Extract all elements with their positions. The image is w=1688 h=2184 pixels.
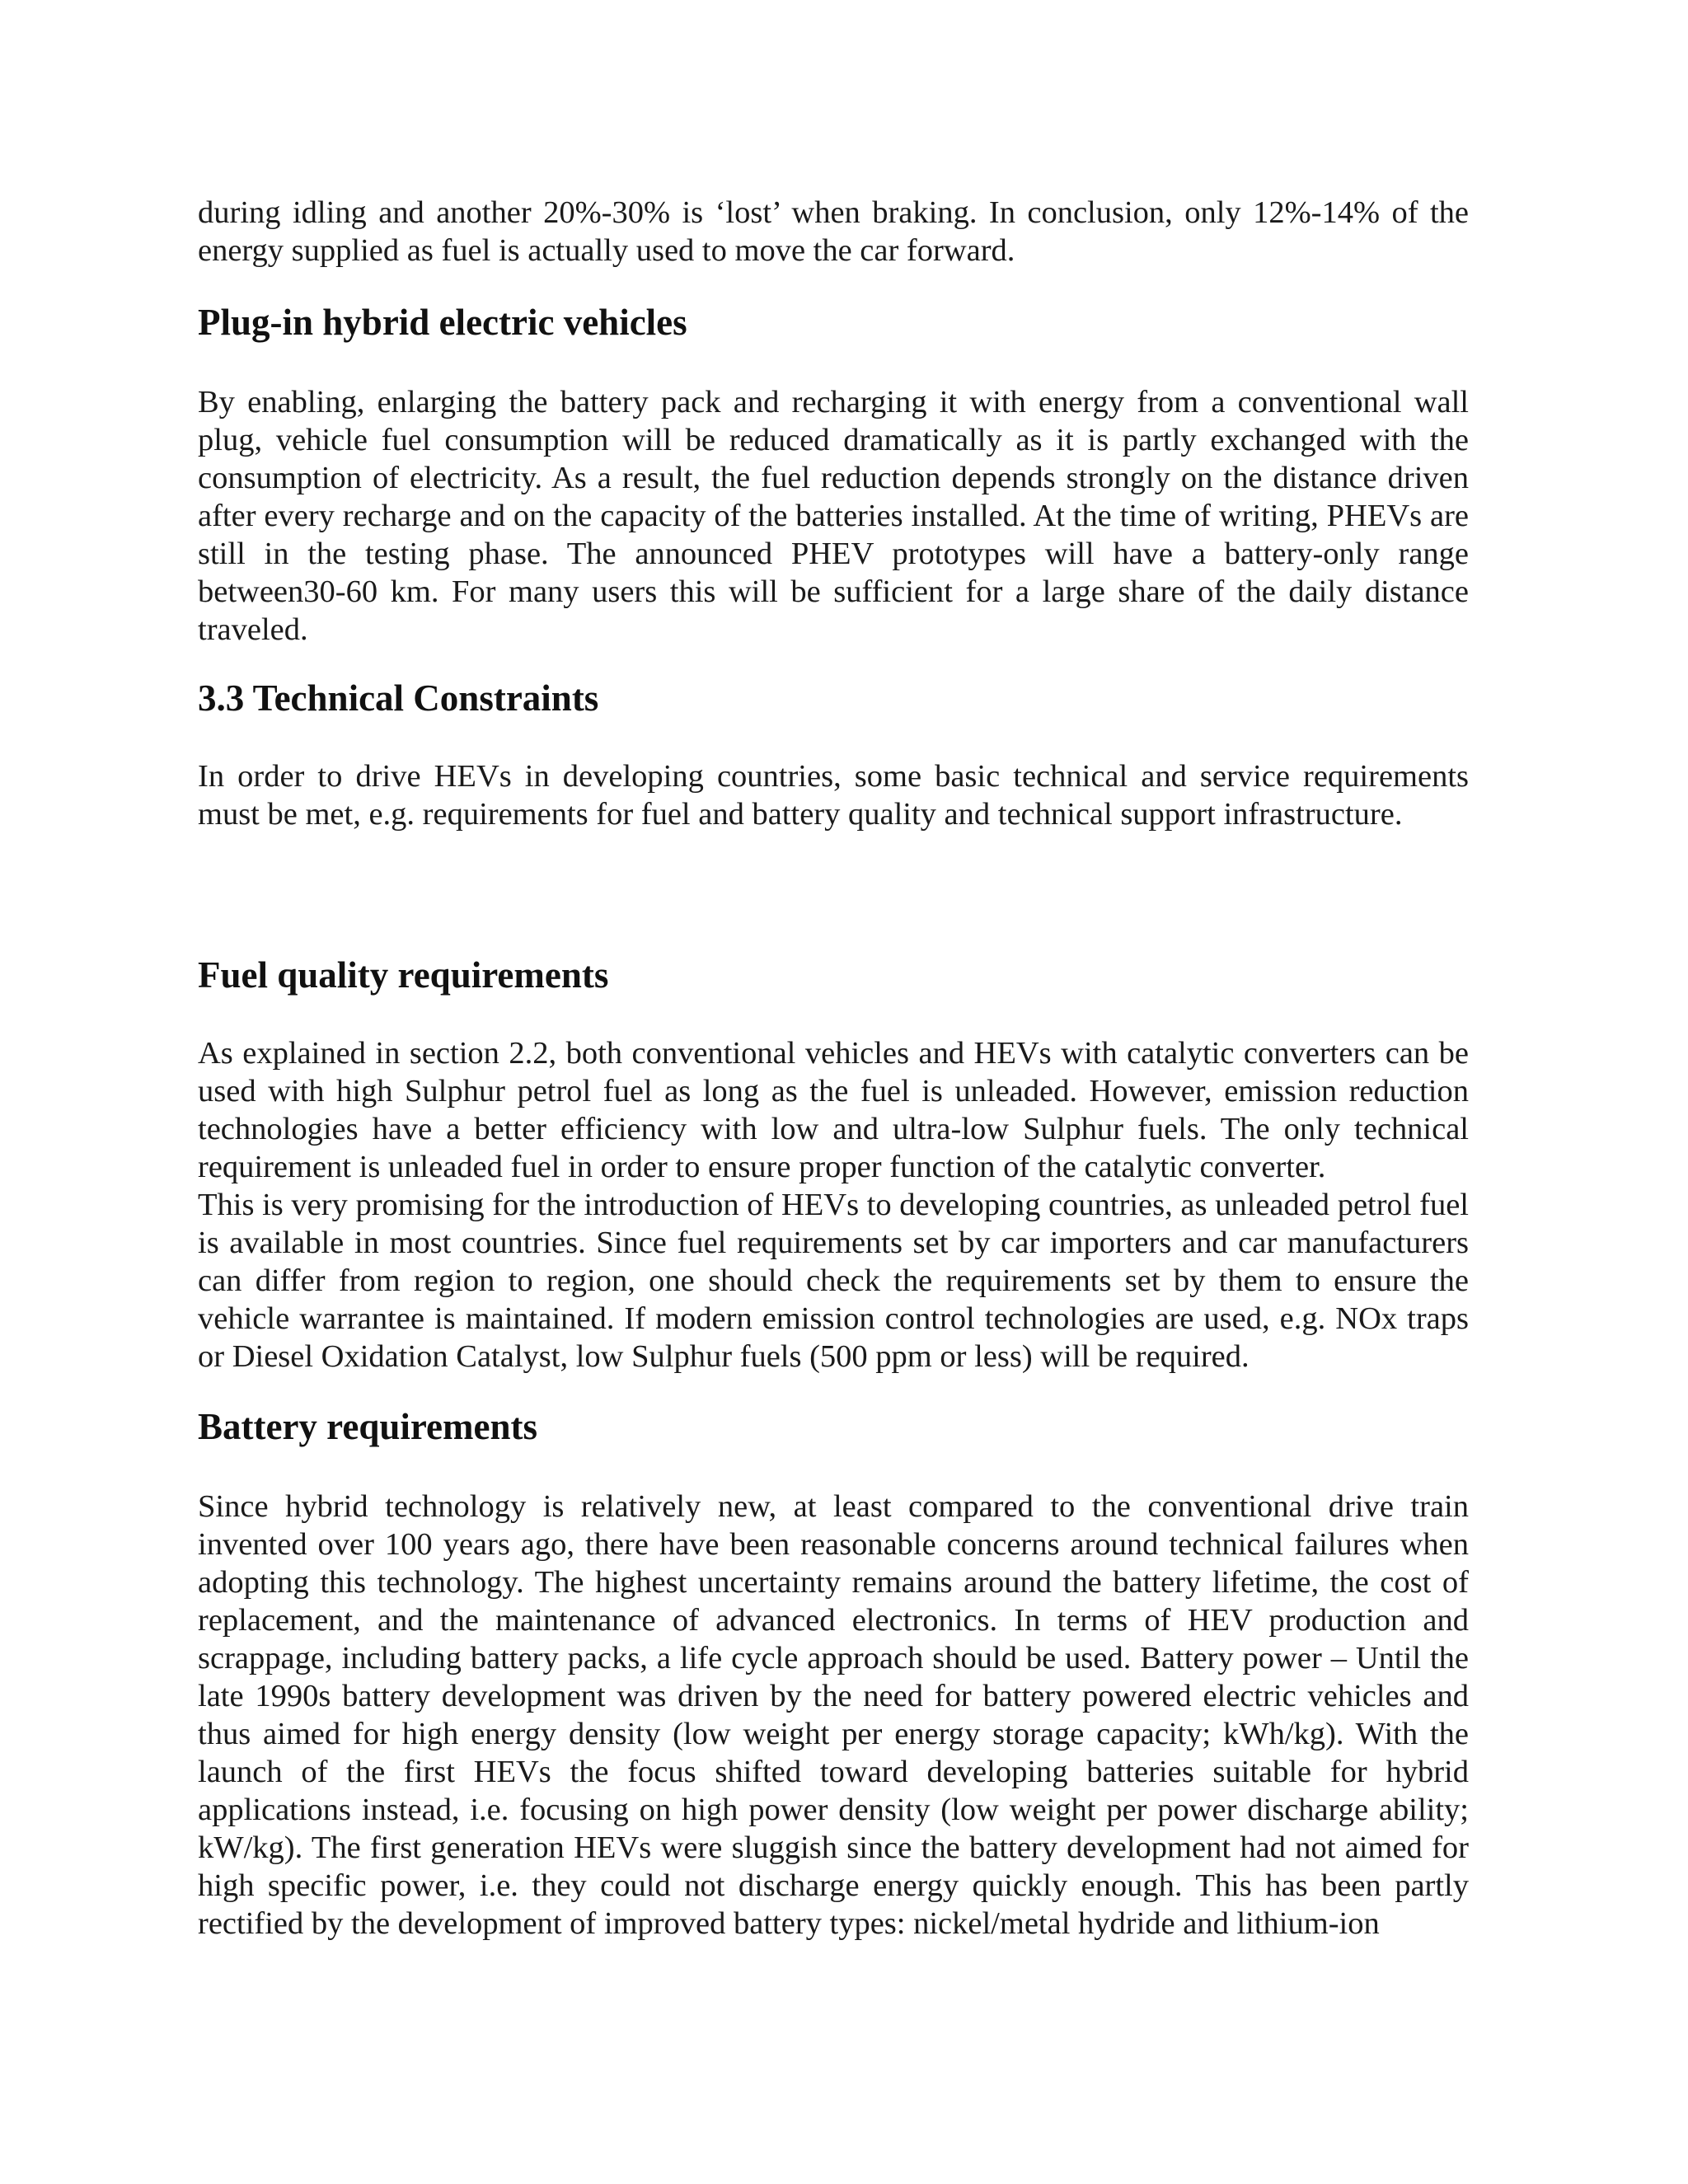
technical-constraints-heading: 3.3 Technical Constraints <box>198 677 599 719</box>
plugin-hybrid-heading: Plug-in hybrid electric vehicles <box>198 302 687 343</box>
fuel-quality-paragraph-2: This is very promising for the introduction of HEVs to developing countries, as unleaded petrol fuel is available in most countries. Since fuel requirements set by car importers and car manufacturers can differ from region to region, one should check the requirements set by them to ensure the vehicle warrantee is maintained. If modern emission control technologies are used, e.g. NOx traps or Diesel Oxidation Catalyst, low Sulphur fuels (500 ppm or less) will be required. <box>198 1188 1469 1374</box>
fuel-quality-paragraph-1: As explained in section 2.2, both conventional vehicles and HEVs with catalytic converters can be used with high Sulphur petrol fuel as long as the fuel is unleaded. However, emission reduction technologies have a better efficiency with low and ultra-low Sulphur fuels. The only technical requirement is unleaded fuel in order to ensure proper function of the catalytic converter. <box>198 1036 1469 1184</box>
intro-paragraph: during idling and another 20%-30% is ‘lost’ when braking. In conclusion, only 12%-14% of the energy supplied as fuel is actually used to move the car forward. <box>198 195 1469 268</box>
battery-requirements-paragraph: Since hybrid technology is relatively new, at least compared to the conventional drive train invented over 100 years ago, there have been reasonable concerns around technical failures when adopting this technology. The highest uncertainty remains around the battery lifetime, the cost of replacement, and the maintenance of advanced electronics. In terms of HEV production and scrappage, including battery packs, a life cycle approach should be used. Battery power – Until the late 1990s battery development was driven by the need for battery powered electric vehicles and thus aimed for high energy density (low weight per energy storage capacity; kWh/kg). With the launch of the first HEVs the focus shifted toward developing batteries suitable for hybrid applications instead, i.e. focusing on high power density (low weight per power discharge ability; kW/kg). The first generation HEVs were sluggish since the battery development had not aimed for high specific power, i.e. they could not discharge energy quickly enough. This has been partly rectified by the development of improved battery types: nickel/metal hydride and lithium-ion <box>198 1489 1469 1941</box>
technical-constraints-paragraph: In order to drive HEVs in developing countries, some basic technical and service requirements must be met, e.g. requirements for fuel and battery quality and technical support infrastructure. <box>198 759 1469 832</box>
document-page <box>198 194 1469 1943</box>
fuel-quality-heading: Fuel quality requirements <box>198 954 609 996</box>
plugin-hybrid-paragraph: By enabling, enlarging the battery pack and recharging it with energy from a conventional wall plug, vehicle fuel consumption will be reduced dramatically as it is partly exchanged with the consumption of electricity. As a result, the fuel reduction depends strongly on the distance driven after every recharge and on the capacity of the batteries installed. At the time of writing, PHEVs are still in the testing phase. The announced PHEV prototypes will have a battery-only range between30-60 km. For many users this will be sufficient for a large share of the daily distance traveled. <box>198 385 1469 647</box>
battery-requirements-heading: Battery requirements <box>198 1406 537 1447</box>
